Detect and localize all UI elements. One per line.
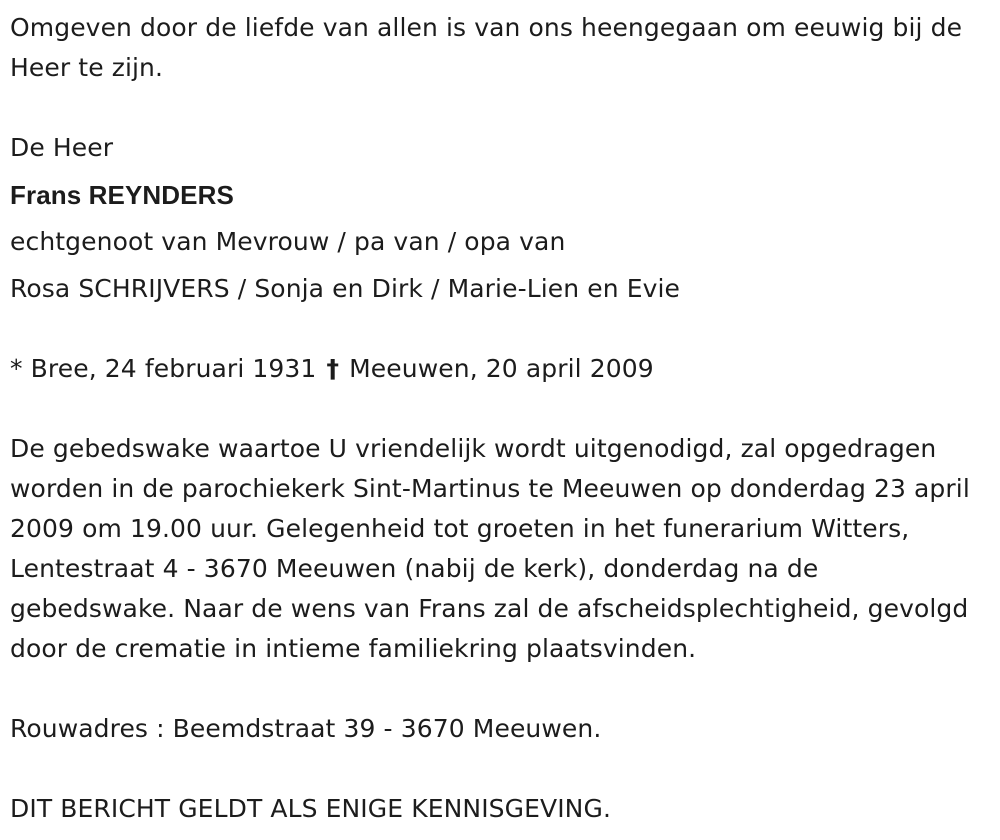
honorific: De Heer [10, 133, 114, 162]
intro-text: Omgeven door de liefde van allen is van ons heengegaan om eeuwig bij de Heer te zijn. [10, 13, 963, 82]
spacer [10, 309, 990, 349]
relation-line: echtgenoot van Mevrouw / pa van / opa van [10, 227, 566, 256]
closing-note: DIT BERICHT GELDT ALS ENIGE KENNISGEVING. [10, 794, 611, 823]
life-dates [10, 349, 990, 389]
spacer [10, 88, 990, 128]
spacer [10, 262, 990, 269]
spacer [10, 749, 990, 789]
deceased-name: Frans REYNDERS [10, 180, 234, 210]
mourning-address: Rouwadres : Beemdstraat 39 - 3670 Meeuwen. [10, 714, 602, 743]
spacer [10, 215, 990, 222]
relatives-line: Rosa SCHRIJVERS / Sonja en Dirk / Marie-Lien en Evie [10, 274, 681, 303]
cross-icon: † [326, 354, 340, 383]
spacer [10, 168, 990, 175]
obituary-notice [10, 8, 990, 829]
ceremony-text: De gebedswake waartoe U vriendelijk wordt uitgenodigd, zal opgedragen worden in de parochiekerk Sint-Martinus te Meeuwen op donderdag 23 april 2009 om 19.00 uur. Gelegenheid tot groeten in het funerarium Witters, Lentestraat 4 - 3670 Meeuwen (nabij de kerk), donderdag na de gebedswake. Naar de wens van Frans zal de afscheidsplechtigheid, gevolgd door de crematie in intieme familiekring plaatsvinden. [10, 434, 970, 663]
spacer [10, 669, 990, 709]
spacer [10, 389, 990, 429]
birth-info: * Bree, 24 februari 1931 [10, 354, 317, 383]
death-info: Meeuwen, 20 april 2009 [349, 354, 654, 383]
